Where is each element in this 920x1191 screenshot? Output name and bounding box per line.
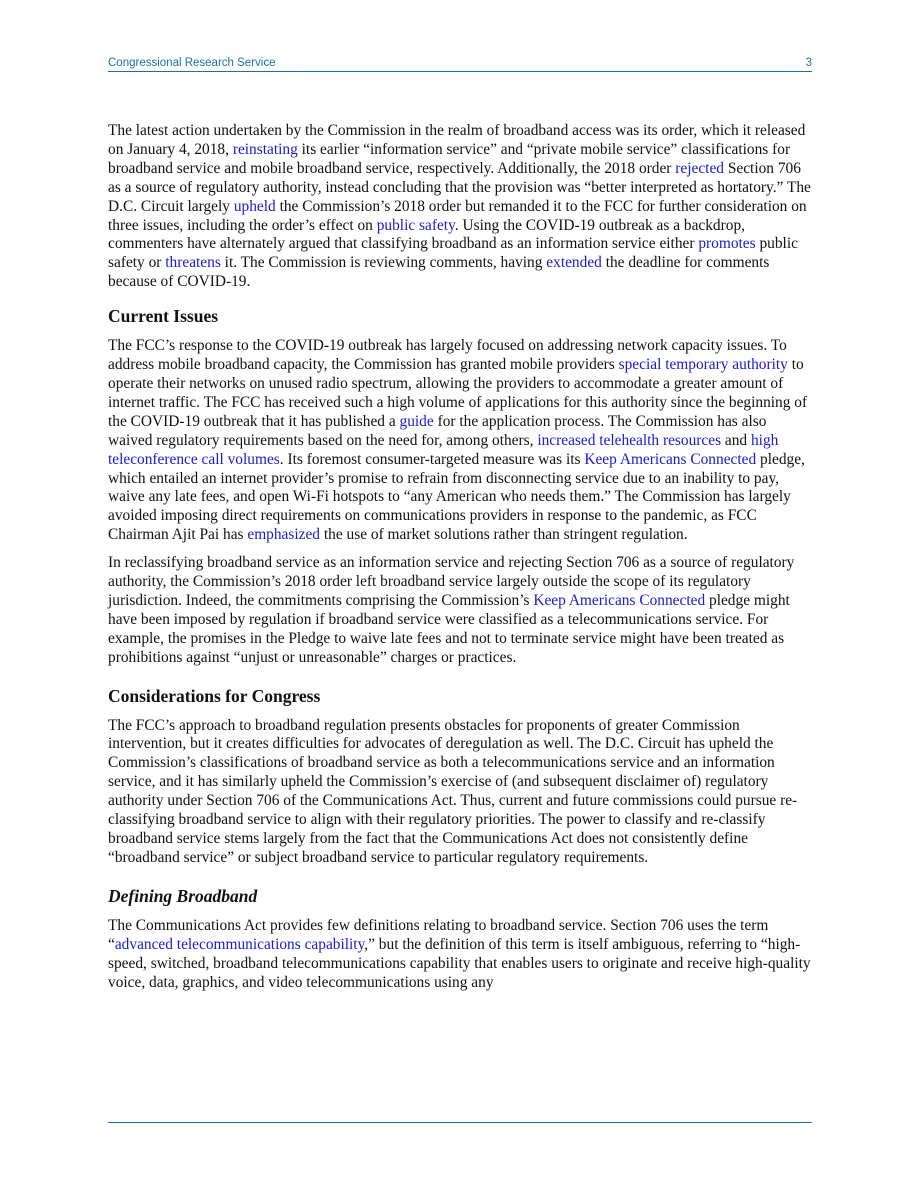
text-run: its earlier “information service” and “private mobile service” classifications for broadband service and mobile broadband service, respectively. Additionally, the 2018 order <box>108 140 791 177</box>
link-upheld[interactable]: upheld <box>233 197 276 215</box>
body-text <box>108 122 814 1001</box>
text-run: Section 706 as a source of regulatory authority, instead concluding that the provision was “better interpreted as hortatory.” The D.C. Circuit largely <box>108 159 811 215</box>
paragraph-covid-response <box>108 337 814 545</box>
link-public-safety[interactable]: public safety <box>376 216 455 234</box>
link-rejected[interactable]: rejected <box>675 159 724 177</box>
text-run: The Communications Act provides few definitions relating to broadband service. Section 706 uses the term “ <box>108 916 769 953</box>
text-run: ,” but the definition of this term is itself ambiguous, referring to “high-speed, switched, broadband telecommunications capability that enables users to originate and receive high-quality voice, data, graphics, and video telecommunications using any <box>108 935 811 991</box>
heading-current-issues: Current Issues <box>108 306 219 327</box>
text-run: for the application process. The Commission has also waived regulatory requirements based on the need for, among others, <box>108 412 767 449</box>
link-advanced-telecom-capability[interactable]: advanced telecommunications capability <box>114 935 365 953</box>
link-guide[interactable]: guide <box>399 412 434 430</box>
link-keep-americans-connected-2[interactable]: Keep Americans Connected <box>533 591 706 609</box>
header-org: Congressional Research Service <box>108 57 276 69</box>
link-telehealth[interactable]: increased telehealth resources <box>537 431 722 449</box>
running-header <box>108 57 812 72</box>
paragraph-defining <box>108 917 814 993</box>
text-run: the Commission’s 2018 order but remanded it to the FCC for further consideration on three issues, including the order’s effect on <box>108 197 807 234</box>
text-run: pledge might have been imposed by regulation if broadband service were classified as a telecommunications service. For example, the promises in the Pledge to waive late fees and not to terminate service might have been treated as prohibitions against “unjust or unreasonable” charges or practices. <box>108 591 790 666</box>
link-threatens[interactable]: threatens <box>165 254 221 272</box>
heading-considerations: Considerations for Congress <box>108 685 321 706</box>
text-run: public safety or <box>108 235 798 272</box>
text-run: the deadline for comments because of COVID-19. <box>108 254 770 291</box>
link-reinstating[interactable]: reinstating <box>232 140 298 158</box>
text-run: the use of market solutions rather than stringent regulation. <box>320 526 688 544</box>
link-keep-americans-connected[interactable]: Keep Americans Connected <box>584 450 757 468</box>
text-run: . Using the COVID-19 outbreak as a backdrop, commenters have alternately argued that classifying broadband as an information service either <box>108 216 745 253</box>
paragraph-reclassifying <box>108 554 814 667</box>
link-extended[interactable]: extended <box>546 254 602 272</box>
text-run: pledge, which entailed an internet provider’s promise to refrain from disconnecting service due to an inability to pay, waive any late fees, and open Wi-Fi hotspots to “any American who needs them.” The Commission has largely avoided imposing direct requirements on communications providers in response to the pandemic, as FCC Chairman Ajit Pai has <box>108 450 805 544</box>
link-emphasized[interactable]: emphasized <box>247 526 321 544</box>
link-teleconference[interactable]: high teleconference call volumes <box>108 431 779 468</box>
text-run: and <box>721 431 751 449</box>
page-number: 3 <box>805 57 812 69</box>
paragraph-considerations: The FCC’s approach to broadband regulation presents obstacles for proponents of greater Commission intervention, but it creates difficulties for advocates of deregulation as well. The D.C. Circuit has upheld the Commission’s classifications of broadband service as both a telecommunications service and an information service, and it has similarly upheld the Commission’s exercise of (and subsequent disclaimer of) regulatory authority under Section 706 of the Communications Act. Thus, current and future commissions could pursue re-classifying broadband service to align with their regulatory priorities. The power to classify and re-classify broadband service stems largely from the fact that the Communications Act does not consistently define “broadband service” or subject broadband service to particular regulatory requirements. <box>108 716 798 866</box>
heading-defining-broadband: Defining Broadband <box>108 885 258 906</box>
link-special-temporary-authority[interactable]: special temporary authority <box>618 356 788 374</box>
paragraph-2018-order <box>108 122 814 292</box>
footer-rule <box>108 1122 812 1123</box>
text-run: . Its foremost consumer-targeted measure was its <box>279 450 585 468</box>
text-run: it. The Commission is reviewing comments, having <box>220 254 547 272</box>
link-promotes[interactable]: promotes <box>698 235 756 253</box>
text-run: In reclassifying broadband service as an information service and rejecting Section 706 as a source of regulatory authority, the Commission’s 2018 order left broadband service largely outside the scope of its regulatory jurisdiction. Indeed, the commitments comprising the Commission’s <box>108 554 795 609</box>
text-run: The FCC’s response to the COVID-19 outbreak has largely focused on addressing network capacity issues. To address mobile broadband capacity, the Commission has granted mobile providers <box>108 337 787 374</box>
text-run: The latest action undertaken by the Commission in the realm of broadband access was its order, which it released on January 4, 2018, <box>108 122 806 158</box>
text-run: to operate their networks on unused radio spectrum, allowing the providers to accommodate a greater amount of internet traffic. The FCC has received such a high volume of applications for this authority since the beginning of the COVID-19 outbreak that it has published a <box>108 356 808 430</box>
